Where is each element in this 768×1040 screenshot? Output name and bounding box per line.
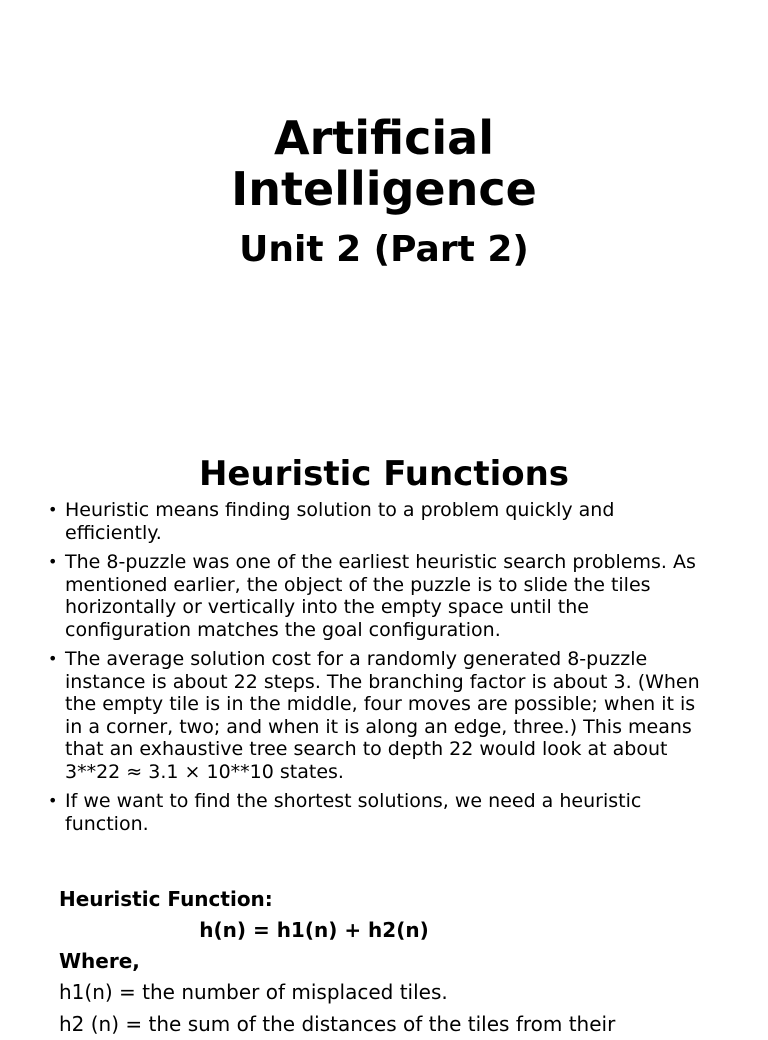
title-line-2: Intelligence [231, 162, 537, 216]
bullet-item: • The average solution cost for a randomly generated 8-puzzle instance is about 22 steps. The branching factor is about 3. (When the empty tile is in the middle, four moves are possible; when it is in a corner, two; and when it is along an edge, three.) This means that an exhaustive tree search to depth 22 would look at about 3**22 ≈ 3.1 × 10**10 states. [48, 648, 708, 783]
section-heading: Heuristic Functions [198, 454, 570, 494]
title-line-1: Artificial [274, 111, 494, 165]
slide-title [0, 113, 768, 215]
bullet-item: • If we want to find the shortest solutions, we need a heuristic function. [48, 790, 708, 835]
bullet-list [48, 499, 708, 842]
formula-h2-definition: h2 (n) = the sum of the distances of the tiles from their [59, 1012, 616, 1036]
formula-equation: h(n) = h1(n) + h2(n) [199, 918, 429, 942]
slide-subtitle: Unit 2 (Part 2) [239, 229, 529, 270]
formula-where: Where, [59, 949, 140, 973]
formula-label: Heuristic Function: [59, 887, 273, 911]
formula-block [59, 884, 719, 1040]
bullet-item: • The 8-puzzle was one of the earliest heuristic search problems. As mentioned earlier, the object of the puzzle is to slide the tiles horizontally or vertically into the empty space until the configuration matches the goal configuration. [48, 551, 708, 641]
formula-h1-definition: h1(n) = the number of misplaced tiles. [59, 980, 448, 1004]
bullet-item: • Heuristic means finding solution to a problem quickly and efficiently. [48, 499, 708, 544]
